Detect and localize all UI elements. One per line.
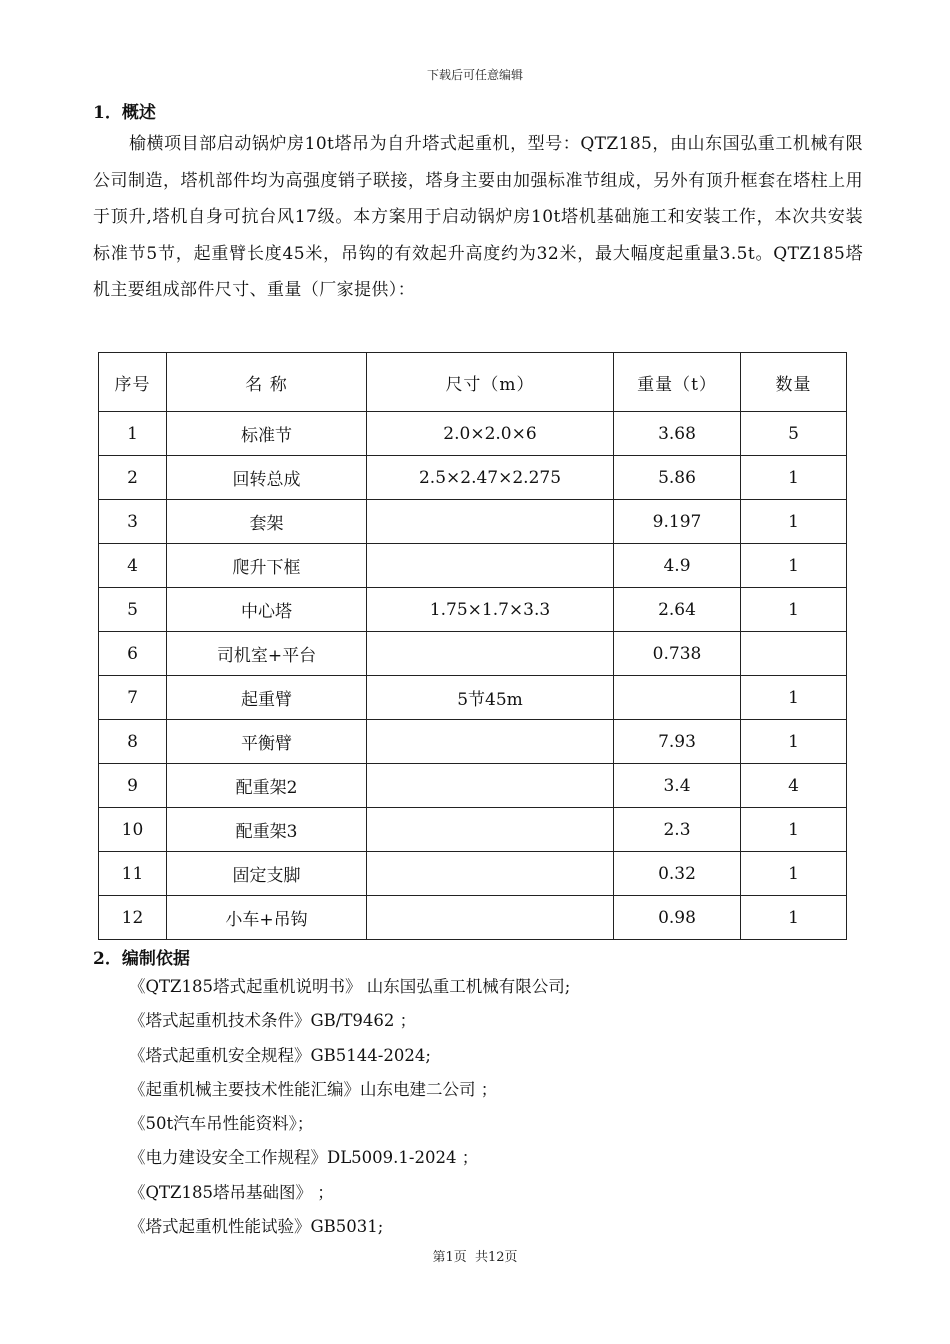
table-row [99,720,847,764]
table-cell [367,764,614,808]
table-cell: 爬升下框 [167,544,367,588]
page-footer [0,1246,950,1265]
table-cell: 1 [741,456,847,500]
table-cell: 套架 [167,500,367,544]
table-cell: 3 [99,500,167,544]
page-total: 共12页 [474,1250,518,1265]
table-row [99,412,847,456]
table-cell: 6 [99,632,167,676]
reference-item: 《塔式起重机技术条件》GB/T9462 ； [129,1011,417,1031]
table-cell: 12 [99,896,167,940]
table-cell: 1 [99,412,167,456]
table-cell: 小车+吊钩 [167,896,367,940]
table-cell: 10 [99,808,167,852]
table-row [99,588,847,632]
table-cell: 1 [741,808,847,852]
table-cell: 1 [741,720,847,764]
table-cell: 配重架2 [167,764,367,808]
reference-item: 《QTZ185塔吊基础图》 ； [129,1182,334,1202]
table-cell: 回转总成 [167,456,367,500]
table-cell [367,500,614,544]
table-cell: 5 [741,412,847,456]
table-cell: 5.86 [614,456,741,500]
table-row [99,808,847,852]
components-table [98,352,847,940]
table-cell: 1.75×1.7×3.3 [367,588,614,632]
table-cell: 1 [741,852,847,896]
table-row [99,896,847,940]
table-cell: 起重臂 [167,676,367,720]
table-cell: 1 [741,896,847,940]
table-cell: 中心塔 [167,588,367,632]
table-header-cell: 数量 [741,353,847,412]
table-cell: 3.4 [614,764,741,808]
table-cell: 9 [99,764,167,808]
table-cell [367,896,614,940]
table-cell: 司机室+平台 [167,632,367,676]
table-header-cell: 重量（t） [614,353,741,412]
table-cell: 4.9 [614,544,741,588]
table-cell: 9.197 [614,500,741,544]
section-1-title: 1．概述 [93,103,156,123]
table-cell [367,852,614,896]
table-cell: 4 [741,764,847,808]
table-cell: 固定支脚 [167,852,367,896]
reference-item: 《50t汽车吊性能资料》； [129,1114,314,1134]
page-header: 下载后可任意编辑 [426,68,523,82]
table-cell: 1 [741,500,847,544]
table-cell: 2.64 [614,588,741,632]
table-cell [367,808,614,852]
table-cell: 配重架3 [167,808,367,852]
table-cell: 2.3 [614,808,741,852]
reference-item: 《塔式起重机性能试验》GB5031; [129,1217,384,1237]
table-cell: 0.98 [614,896,741,940]
table-header-cell: 名 称 [167,353,367,412]
table-cell [367,720,614,764]
table-cell: 3.68 [614,412,741,456]
table-header-row [99,353,847,412]
table-cell: 0.32 [614,852,741,896]
table-cell: 4 [99,544,167,588]
table-row [99,456,847,500]
table-header-cell: 序号 [99,353,167,412]
table-cell: 1 [741,544,847,588]
table-row [99,632,847,676]
reference-item: 《QTZ185塔式起重机说明书》 山东国弘重工机械有限公司; [129,977,571,996]
table-cell: 2.5×2.47×2.275 [367,456,614,500]
table-cell: 1 [741,676,847,720]
table-cell: 5节45m [367,676,614,720]
overview-paragraph: 榆横项目部启动锅炉房10t塔吊为自升塔式起重机，型号：QTZ185，由山东国弘重工机械有限公司制造，塔机部件均为高强度销子联接，塔身主要由加强标准节组成，另外有顶升框套在塔柱上用于顶升,塔机自身可抗台风17级。本方案用于启动锅炉房10t塔机基础施工和安装工作，本次共安装标准节5节，起重臂长度45米，吊钩的有效起升高度约为32米，最大幅度起重量3.5t。QTZ185塔机主要组成部件尺寸、重量（厂家提供）： [93,134,863,301]
table-cell: 平衡臂 [167,720,367,764]
reference-list [129,970,570,1244]
table-cell [614,676,741,720]
table-cell: 2 [99,456,167,500]
table-cell [367,632,614,676]
table-row [99,676,847,720]
table-row [99,852,847,896]
table-cell: 标准节 [167,412,367,456]
table-header-cell: 尺寸（m） [367,353,614,412]
reference-item: 《塔式起重机安全规程》GB5144-2024; [129,1045,431,1065]
reference-item: 《起重机械主要技术性能汇编》山东电建二公司 ； [129,1079,498,1099]
table-body [99,412,847,940]
table-row [99,544,847,588]
page-number: 第1页 [432,1250,467,1265]
table-row [99,764,847,808]
table-cell: 0.738 [614,632,741,676]
table-row [99,500,847,544]
table-cell [741,632,847,676]
table-cell: 7.93 [614,720,741,764]
table-cell: 11 [99,852,167,896]
reference-item: 《电力建设安全工作规程》DL5009.1-2024 ； [129,1148,479,1168]
table-cell [367,544,614,588]
table-cell: 5 [99,588,167,632]
table-cell: 8 [99,720,167,764]
section-2-title: 2．编制依据 [93,949,190,969]
table-cell: 1 [741,588,847,632]
table-cell: 2.0×2.0×6 [367,412,614,456]
table-cell: 7 [99,676,167,720]
